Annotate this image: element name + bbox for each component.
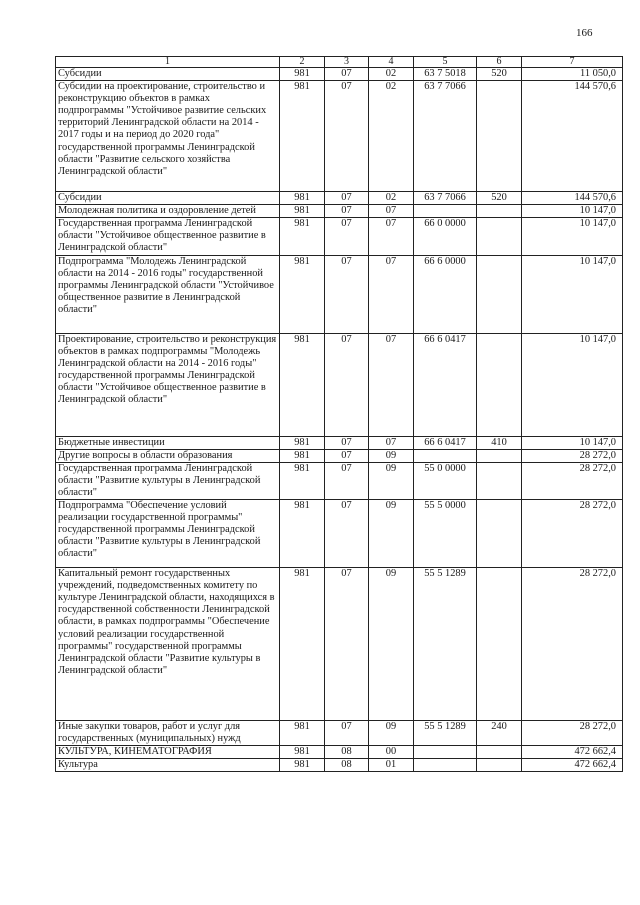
expense-type-cell: 410 [477,436,522,449]
section-cell: 08 [325,746,369,759]
row-name: Субсидии на проектирование, строительство и реконструкцию объектов в рамках подпрограммы "Устойчивое развитие сельских территорий Ленинградской области на 2014 - 2017 годы и на период до 2020 года" государственной программы Ленинградской области "Развитие сельского хозяйства Ленинградской области" [56,81,280,192]
expense-type-cell [477,255,522,333]
article-cell: 63 7 5018 [414,68,477,81]
code-cell: 981 [280,500,325,568]
table-row [56,500,623,568]
code-cell: 981 [280,205,325,218]
header-cell: 5 [414,57,477,68]
amount-cell: 28 272,0 [522,568,623,721]
amount-cell: 28 272,0 [522,449,623,462]
expense-type-cell [477,333,522,436]
table-row [56,81,623,192]
amount-cell: 10 147,0 [522,205,623,218]
article-cell: 55 0 0000 [414,462,477,499]
subsection-cell: 09 [369,449,414,462]
table-row [56,255,623,333]
subsection-cell: 07 [369,218,414,255]
row-name: Подпрограмма "Обеспечение условий реализации государственной программы" государственной программы Ленинградской области "Развитие культуры в Ленинградской области" [56,500,280,568]
code-cell: 981 [280,218,325,255]
article-cell [414,759,477,772]
budget-table [55,56,623,772]
subsection-cell: 02 [369,68,414,81]
expense-type-cell [477,81,522,192]
article-cell [414,449,477,462]
header-cell: 4 [369,57,414,68]
article-cell: 66 6 0417 [414,333,477,436]
section-cell: 07 [325,192,369,205]
amount-cell: 10 147,0 [522,255,623,333]
subsection-cell: 01 [369,759,414,772]
article-cell: 63 7 7066 [414,81,477,192]
amount-cell: 472 662,4 [522,746,623,759]
header-cell: 6 [477,57,522,68]
subsection-cell: 07 [369,255,414,333]
table-row [56,462,623,499]
table-row [56,218,623,255]
header-cell: 1 [56,57,280,68]
amount-cell: 28 272,0 [522,721,623,746]
header-cell: 3 [325,57,369,68]
row-name: Государственная программа Ленинградской области "Развитие культуры в Ленинградской области" [56,462,280,499]
code-cell: 981 [280,746,325,759]
expense-type-cell [477,500,522,568]
expense-type-cell [477,218,522,255]
expense-type-cell: 520 [477,192,522,205]
article-cell: 63 7 7066 [414,192,477,205]
code-cell: 981 [280,449,325,462]
article-cell: 55 5 0000 [414,500,477,568]
article-cell [414,746,477,759]
section-cell: 07 [325,449,369,462]
subsection-cell: 09 [369,462,414,499]
row-name: КУЛЬТУРА, КИНЕМАТОГРАФИЯ [56,746,280,759]
table-row [56,333,623,436]
section-cell: 07 [325,721,369,746]
article-cell: 55 5 1289 [414,721,477,746]
row-name: Бюджетные инвестиции [56,436,280,449]
section-cell: 08 [325,759,369,772]
row-name: Молодежная политика и оздоровление детей [56,205,280,218]
expense-type-cell: 520 [477,68,522,81]
row-name: Иные закупки товаров, работ и услуг для государственных (муниципальных) нужд [56,721,280,746]
amount-cell: 28 272,0 [522,500,623,568]
article-cell [414,205,477,218]
table-row [56,759,623,772]
header-cell: 2 [280,57,325,68]
row-name: Проектирование, строительство и реконструкция объектов в рамках подпрограммы "Молодежь Ленинградской области на 2014 - 2016 годы" государственной программы Ленинградской области "Устойчивое общественное развитие в Ленинградской области" [56,333,280,436]
subsection-cell: 07 [369,333,414,436]
amount-cell: 28 272,0 [522,462,623,499]
section-cell: 07 [325,436,369,449]
subsection-cell: 07 [369,205,414,218]
code-cell: 981 [280,192,325,205]
section-cell: 07 [325,568,369,721]
section-cell: 07 [325,333,369,436]
row-name: Субсидии [56,192,280,205]
expense-type-cell [477,759,522,772]
article-cell: 66 0 0000 [414,218,477,255]
expense-type-cell [477,568,522,721]
amount-cell: 472 662,4 [522,759,623,772]
section-cell: 07 [325,462,369,499]
code-cell: 981 [280,721,325,746]
amount-cell: 11 050,0 [522,68,623,81]
table-row [56,205,623,218]
section-cell: 07 [325,81,369,192]
section-cell: 07 [325,255,369,333]
article-cell: 66 6 0417 [414,436,477,449]
page-number: 166 [576,27,593,39]
code-cell: 981 [280,759,325,772]
expense-type-cell [477,746,522,759]
subsection-cell: 09 [369,568,414,721]
expense-type-cell [477,205,522,218]
amount-cell: 144 570,6 [522,81,623,192]
subsection-cell: 02 [369,81,414,192]
amount-cell: 10 147,0 [522,333,623,436]
code-cell: 981 [280,333,325,436]
code-cell: 981 [280,81,325,192]
amount-cell: 10 147,0 [522,436,623,449]
amount-cell: 144 570,6 [522,192,623,205]
expense-type-cell [477,462,522,499]
header-row [56,57,623,68]
code-cell: 981 [280,68,325,81]
row-name: Субсидии [56,68,280,81]
subsection-cell: 00 [369,746,414,759]
article-cell: 55 5 1289 [414,568,477,721]
row-name: Культура [56,759,280,772]
header-cell: 7 [522,57,623,68]
section-cell: 07 [325,205,369,218]
row-name: Капитальный ремонт государственных учреждений, подведомственных комитету по культуре Ленинградской области, находящихся в государственной собственности Ленинградской области, в рамках подпрограммы "Обеспечение условий реализации государственной программы" государственной программы Ленинградской области "Развитие культуры в Ленинградской области" [56,568,280,721]
code-cell: 981 [280,568,325,721]
row-name: Другие вопросы в области образования [56,449,280,462]
code-cell: 981 [280,255,325,333]
row-name: Государственная программа Ленинградской области "Устойчивое общественное развитие в Ленинградской области" [56,218,280,255]
article-cell: 66 6 0000 [414,255,477,333]
table-row [56,568,623,721]
subsection-cell: 02 [369,192,414,205]
subsection-cell: 09 [369,721,414,746]
row-name: Подпрограмма "Молодежь Ленинградской области на 2014 - 2016 годы" государственной программы Ленинградской области "Устойчивое общественное развитие в Ленинградской области" [56,255,280,333]
table-row [56,721,623,746]
expense-type-cell [477,449,522,462]
table-row [56,436,623,449]
section-cell: 07 [325,68,369,81]
table-row [56,746,623,759]
table-row [56,449,623,462]
expense-type-cell: 240 [477,721,522,746]
section-cell: 07 [325,218,369,255]
amount-cell: 10 147,0 [522,218,623,255]
code-cell: 981 [280,436,325,449]
table-row [56,68,623,81]
table-row [56,192,623,205]
code-cell: 981 [280,462,325,499]
subsection-cell: 09 [369,500,414,568]
section-cell: 07 [325,500,369,568]
subsection-cell: 07 [369,436,414,449]
